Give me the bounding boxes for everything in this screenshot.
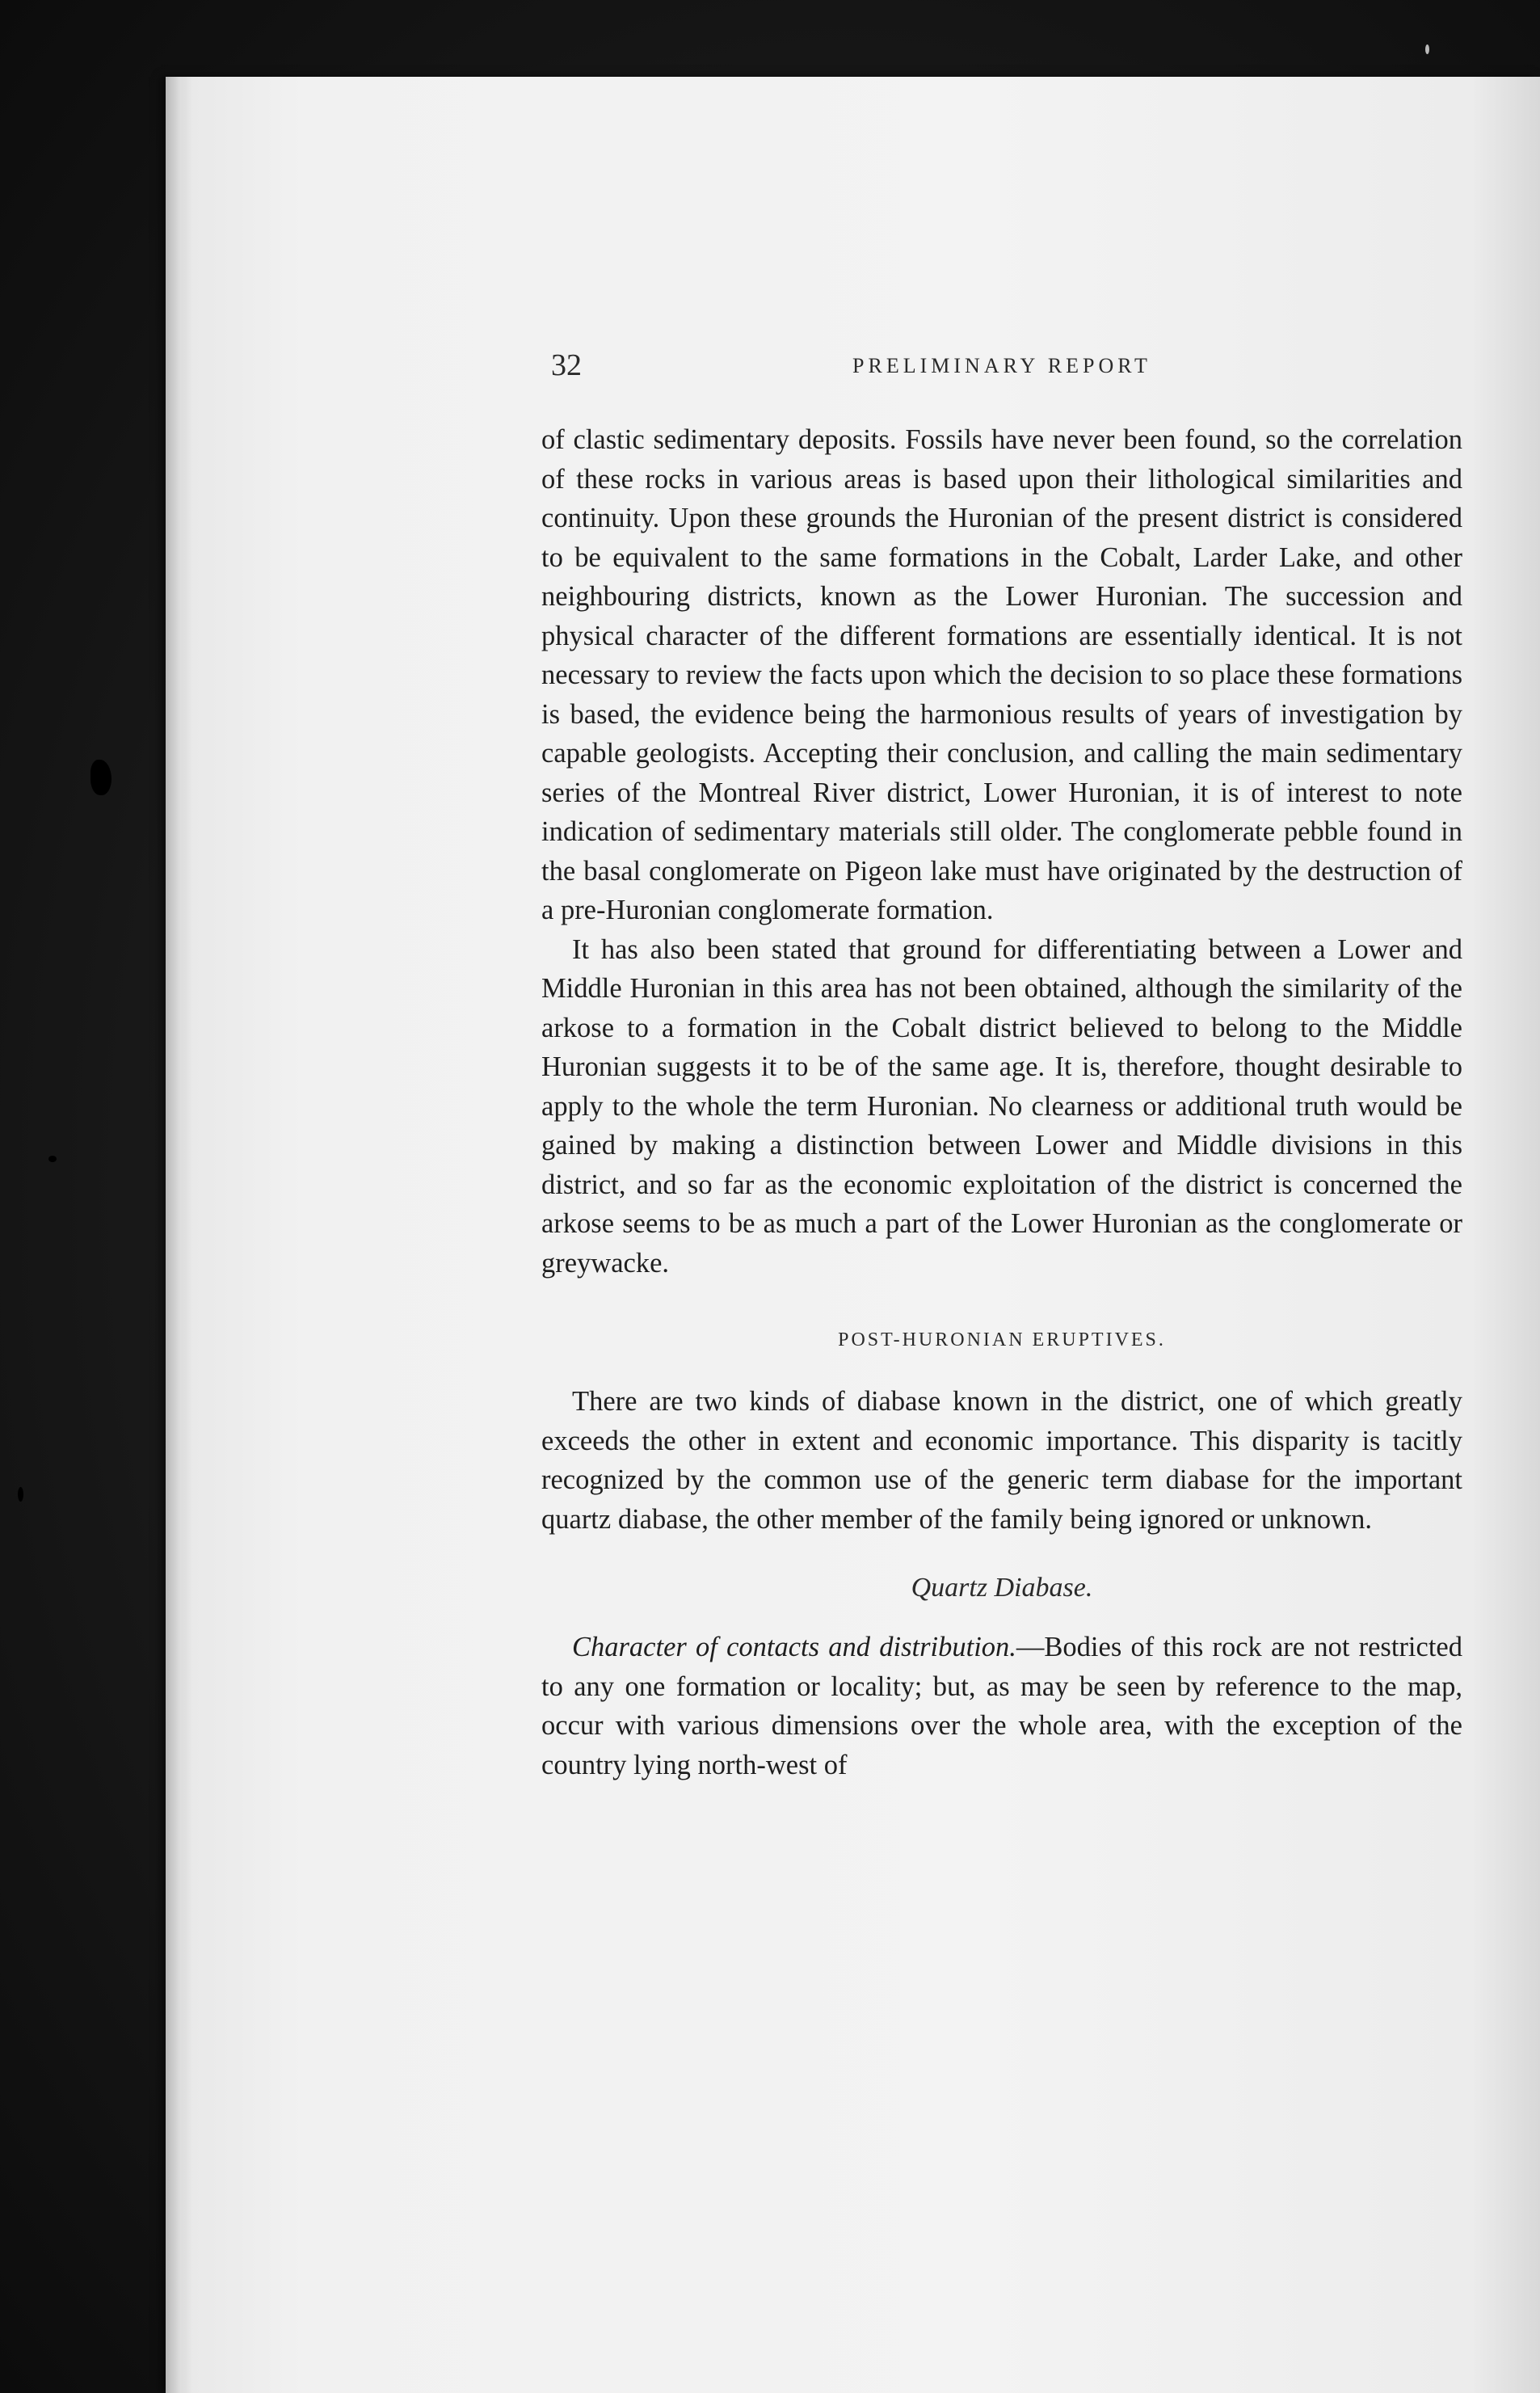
paragraph-2: It has also been stated that ground for differentiating between a Lower and Middle Huronian in this area has not been obtained, although the similarity of the arkose to a formation in the Cobalt district believed to belong to the Middle Huronian suggests it to be of the same age. It is, therefore, thought desirable to apply to the whole the term Huronian. No clearness or additional truth would be gained by making a distinction between Lower and Middle divisions in this district, and so far as the economic exploitation of the district is concerned the arkose seems to be as much a part of the Lower Huronian as the conglomerate or greywacke. bbox=[541, 933, 1462, 1279]
paragraph-4 bbox=[541, 1628, 1462, 1784]
section-heading: POST-HURONIAN ERUPTIVES. bbox=[838, 1329, 1166, 1350]
film-speck bbox=[90, 760, 112, 795]
film-speck bbox=[48, 1156, 57, 1162]
sub-heading: Quartz Diabase. bbox=[911, 1573, 1093, 1603]
paragraph-4-body: —Bodies of this rock are not restricted to any one formation or locality; but, as may be seen by reference to the map, occur with various dimensions over the whole area, with the exception of the country lying north-west of bbox=[541, 1632, 1462, 1780]
page-binding-edge bbox=[166, 77, 190, 2393]
paragraph-1: of clastic sedimentary deposits. Fossils have never been found, so the correlation of these rocks in various areas is based upon their lithological similarities and continuity. Upon these grounds the Huronian of the present district is considered to be equivalent to the same formations in the Cobalt, Larder Lake, and other neighbouring districts, known as the Lower Huronian. The succession and physical character of the different formations are essentially identical. It is not necessary to review the facts upon which the decision to so place these formations is based, the evidence being the harmonious results of years of investigation by capable geologists. Accepting their conclusion, and calling the main sedimentary series of the Montreal River district, Lower Huronian, it is of interest to note indication of sedimentary materials still older. The conglomerate pebble found in the basal conglomerate on Pigeon lake must have originated by the destruction of a pre-Huronian conglomerate formation. bbox=[541, 424, 1462, 925]
film-speck bbox=[18, 1487, 23, 1502]
paragraph-4-lead-in: Character of contacts and distribution. bbox=[572, 1632, 1016, 1662]
paragraph-3: There are two kinds of diabase known in the district, one of which greatly exceeds the other in extent and economic importance. This disparity is tacitly recognized by the common use of the generic term diabase for the important quartz diabase, the other member of the family being ignored or unknown. bbox=[541, 1386, 1462, 1535]
page-text-block bbox=[541, 348, 1462, 1784]
film-speck bbox=[1425, 44, 1429, 54]
running-head bbox=[541, 348, 1462, 396]
page-number: 32 bbox=[551, 348, 582, 382]
running-title: PRELIMINARY REPORT bbox=[852, 354, 1151, 377]
